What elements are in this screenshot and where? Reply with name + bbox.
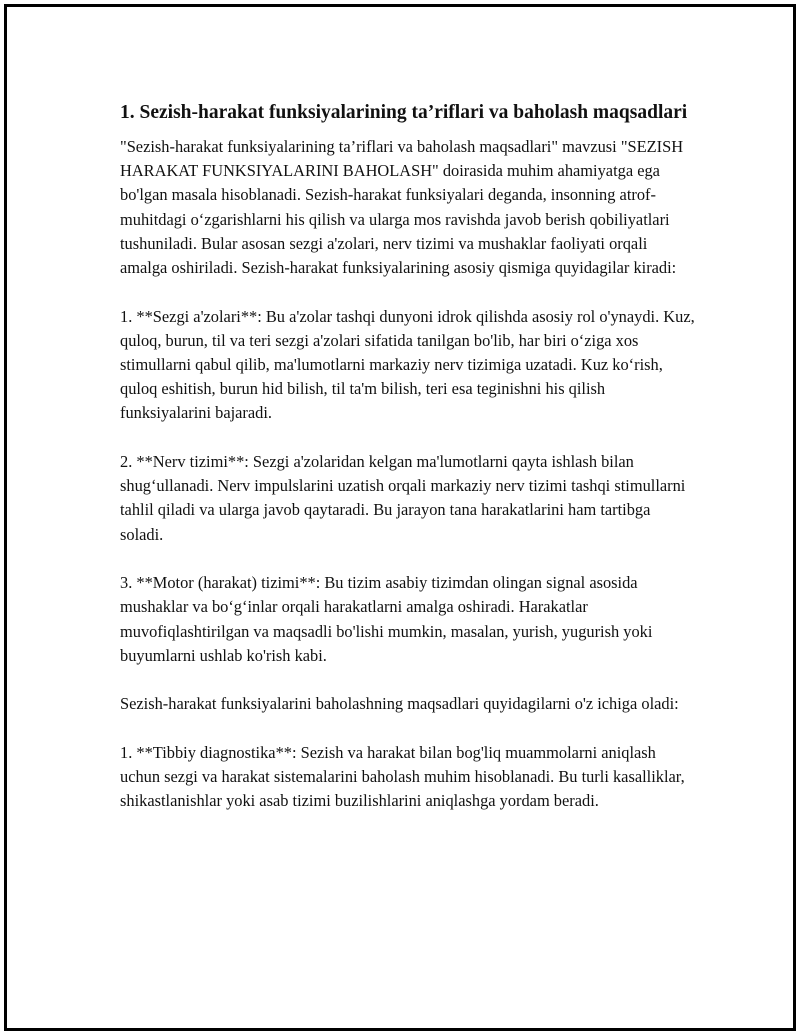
nervous-system-paragraph: 2. **Nerv tizimi**: Sezgi a'zolaridan kelgan ma'lumotlarni qayta ishlash bilan shug‘ullanadi. Nerv impulslarini uzatish orqali markaziy nerv tizimi tashqi stimullarni tahlil qiladi va ularga javob qaytaradi. Bu jarayon tana harakatlarini ham tartibga soladi. <box>120 452 686 544</box>
medical-diagnostics-paragraph: 1. **Tibbiy diagnostika**: Sezish va harakat bilan bog'liq muammolarni aniqlash uchun sezgi va harakat sistemalarini baholash muhim hisoblanadi. Bu turli kasalliklar, shikastlanishlar yoki asab tizimi buzilishlarini aniqlashga yordam beradi. <box>120 743 685 811</box>
page-frame <box>4 4 796 1031</box>
sense-organs-paragraph: 1. **Sezgi a'zolari**: Bu a'zolar tashqi dunyoni idrok qilishda asosiy rol o'ynaydi. Kuz, quloq, burun, til va teri sezgi a'zolari sifatida tanilgan bo'lib, har biri o‘ziga xos stimullarni qabul qilib, ma'lumotlarni markaziy nerv tizimiga uzatadi. Kuz ko‘rish, quloq eshitish, burun hid bilish, til ta'm bilish, teri esa teginishni his qilish funksiyalarini bajaradi. <box>120 306 695 423</box>
document-body <box>120 99 695 838</box>
intro-paragraph: "Sezish-harakat funksiyalarining ta’riflari va baholash maqsadlari" mavzusi "SEZISH HARAKAT FUNKSIYALARINI BAHOLASH" doirasida muhim ahamiyatga ega bo'lgan masala hisoblanadi. Sezish-harakat funksiyalari deganda, insonning atrof-muhitdagi o‘zgarishlarni his qilish va ularga mos ravishda javob berish qobiliyatlari tushuniladi. Bular asosan sezgi a'zolari, nerv tizimi va mushaklar faoliyati orqali amalga oshiriladi. Sezish-harakat funksiyalarining asosiy qismiga quyidagilar kiradi: <box>120 137 684 278</box>
motor-system-paragraph: 3. **Motor (harakat) tizimi**: Bu tizim asabiy tizimdan olingan signal asosida mushaklar va bo‘g‘inlar orqali harakatlarni amalga oshiradi. Harakatlar muvofiqlashtirilgan va maqsadli bo'lishi mumkin, masalan, yurish, yugurish yoki buyumlarni ushlab ko'rish kabi. <box>120 573 653 665</box>
goals-intro-paragraph: Sezish-harakat funksiyalarini baholashning maqsadlari quyidagilarni o'z ichiga oladi: <box>120 694 679 714</box>
section-heading: 1. Sezish-harakat funksiyalarining ta’riflari va baholash maqsadlari <box>120 102 688 123</box>
